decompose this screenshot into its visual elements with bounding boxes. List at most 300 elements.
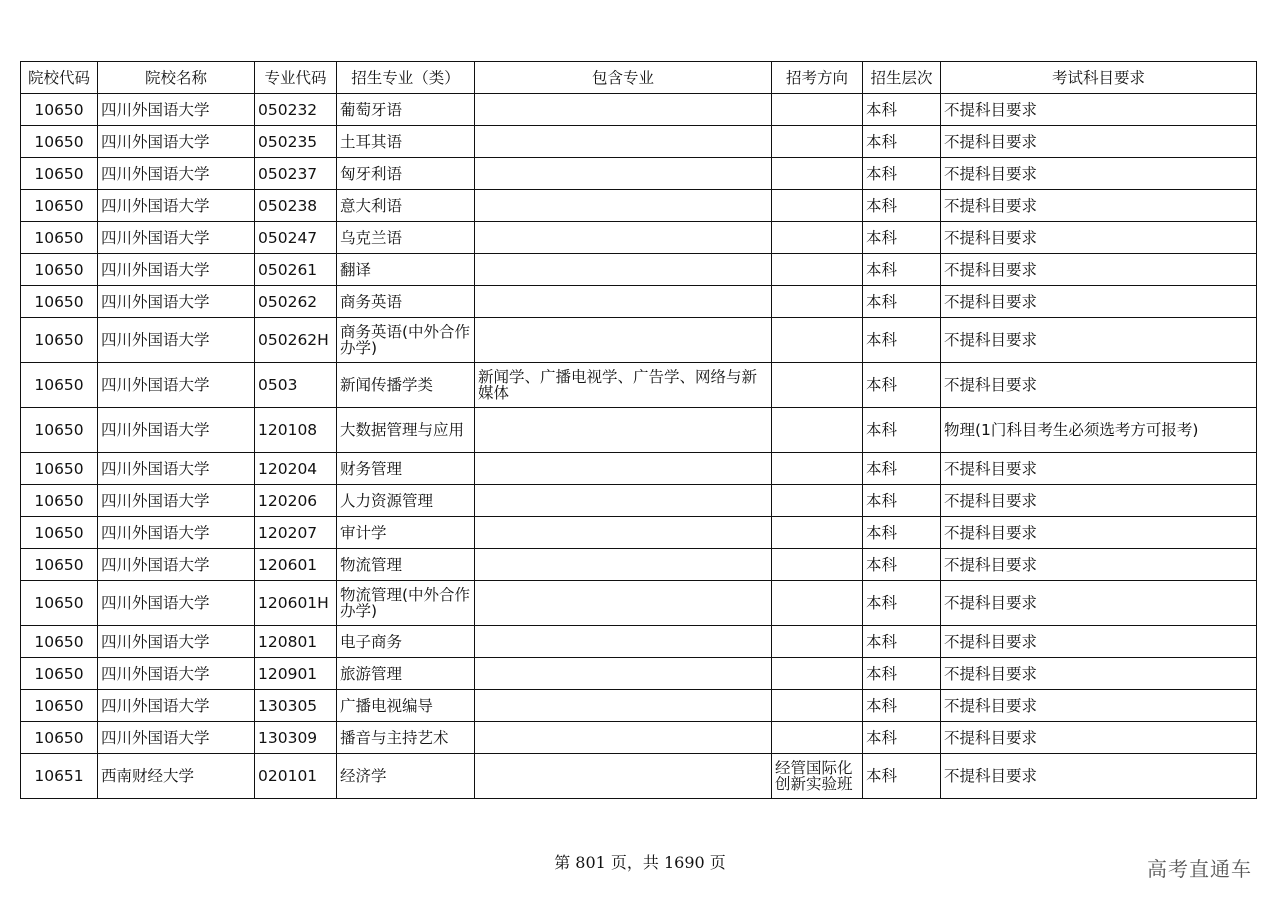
cell-requirement-text: 不提科目要求 xyxy=(944,292,1038,311)
cell-major-code xyxy=(255,318,337,363)
table-row xyxy=(21,254,1257,286)
cell-major-text: 广播电视编导 xyxy=(340,696,434,715)
cell-major xyxy=(337,690,475,722)
table-row xyxy=(21,126,1257,158)
cell-direction xyxy=(772,94,863,126)
cell-included-majors xyxy=(475,254,772,286)
cell-school-code xyxy=(21,158,98,190)
cell-school-name xyxy=(98,318,255,363)
header-school-name: 院校名称 xyxy=(98,62,255,94)
cell-school-name-text: 四川外国语大学 xyxy=(101,331,210,349)
cell-major xyxy=(337,286,475,318)
cell-requirement-text: 不提科目要求 xyxy=(944,164,1038,183)
cell-major-code xyxy=(255,453,337,485)
cell-major xyxy=(337,94,475,126)
cell-major xyxy=(337,626,475,658)
cell-level-text: 本科 xyxy=(866,376,898,394)
cell-school-name xyxy=(98,517,255,549)
cell-school-name xyxy=(98,485,255,517)
cell-major-code-text: 0503 xyxy=(258,376,298,394)
cell-major-code-text: 050262 xyxy=(258,292,318,311)
cell-school-name xyxy=(98,581,255,626)
cell-included-majors-text: 新闻学、广播电视学、广告学、网络与新媒体 xyxy=(478,368,758,402)
cell-major xyxy=(337,754,475,799)
cell-major-code-text: 050238 xyxy=(258,196,318,215)
cell-included-majors xyxy=(475,722,772,754)
cell-school-name-text: 四川外国语大学 xyxy=(101,555,210,574)
cell-major xyxy=(337,222,475,254)
cell-major-code xyxy=(255,254,337,286)
cell-requirement-text: 不提科目要求 xyxy=(944,491,1038,510)
cell-school-code xyxy=(21,363,98,408)
cell-school-name-text: 西南财经大学 xyxy=(101,767,195,785)
cell-direction xyxy=(772,754,863,799)
cell-school-code-text: 10651 xyxy=(34,767,84,785)
cell-school-name xyxy=(98,754,255,799)
cell-major-text: 经济学 xyxy=(340,767,387,785)
cell-level xyxy=(863,158,941,190)
cell-requirement xyxy=(941,690,1257,722)
cell-school-name-text: 四川外国语大学 xyxy=(101,491,210,510)
cell-major-text: 人力资源管理 xyxy=(340,491,434,510)
cell-direction xyxy=(772,222,863,254)
cell-requirement-text: 不提科目要求 xyxy=(944,376,1038,394)
cell-direction xyxy=(772,549,863,581)
cell-requirement xyxy=(941,581,1257,626)
cell-direction xyxy=(772,485,863,517)
cell-school-name-text: 四川外国语大学 xyxy=(101,594,210,612)
cell-included-majors xyxy=(475,754,772,799)
cell-school-code xyxy=(21,754,98,799)
cell-level xyxy=(863,658,941,690)
cell-major-text: 播音与主持艺术 xyxy=(340,728,449,747)
cell-major-text: 新闻传播学类 xyxy=(340,376,434,394)
cell-school-name-text: 四川外国语大学 xyxy=(101,728,210,747)
cell-school-name xyxy=(98,286,255,318)
cell-included-majors xyxy=(475,408,772,453)
cell-major-code-text: 050232 xyxy=(258,100,318,119)
cell-included-majors xyxy=(475,190,772,222)
cell-school-code xyxy=(21,190,98,222)
cell-requirement xyxy=(941,286,1257,318)
header-level: 招生层次 xyxy=(863,62,941,94)
cell-school-code xyxy=(21,517,98,549)
cell-requirement xyxy=(941,408,1257,453)
cell-requirement-text: 不提科目要求 xyxy=(944,100,1038,119)
cell-school-name xyxy=(98,408,255,453)
cell-major-code xyxy=(255,408,337,453)
cell-requirement xyxy=(941,754,1257,799)
cell-requirement xyxy=(941,658,1257,690)
cell-direction xyxy=(772,517,863,549)
cell-level xyxy=(863,94,941,126)
cell-school-code xyxy=(21,485,98,517)
cell-major-code-text: 120601H xyxy=(258,594,329,612)
admissions-table xyxy=(20,61,1257,799)
cell-included-majors xyxy=(475,549,772,581)
cell-included-majors xyxy=(475,126,772,158)
cell-requirement xyxy=(941,158,1257,190)
cell-requirement xyxy=(941,453,1257,485)
cell-major-text: 财务管理 xyxy=(340,459,403,478)
cell-school-code-text: 10650 xyxy=(34,196,84,215)
table-row xyxy=(21,517,1257,549)
cell-major-text: 大数据管理与应用 xyxy=(340,421,465,439)
cell-direction-text: 经管国际化创新实验班 xyxy=(775,759,853,793)
cell-level-text: 本科 xyxy=(866,632,898,651)
cell-school-name xyxy=(98,453,255,485)
cell-direction xyxy=(772,626,863,658)
table-row xyxy=(21,754,1257,799)
cell-direction xyxy=(772,126,863,158)
cell-school-code-text: 10650 xyxy=(34,292,84,311)
cell-major-code-text: 050261 xyxy=(258,260,318,279)
cell-major-code xyxy=(255,190,337,222)
cell-school-code-text: 10650 xyxy=(34,331,84,349)
cell-major-text: 葡萄牙语 xyxy=(340,100,403,119)
cell-school-code xyxy=(21,318,98,363)
cell-school-code xyxy=(21,453,98,485)
page-number: 第 801 页，共 1690 页 xyxy=(554,853,726,872)
cell-level xyxy=(863,453,941,485)
cell-major-code-text: 050262H xyxy=(258,331,329,349)
cell-requirement xyxy=(941,318,1257,363)
cell-major-code xyxy=(255,222,337,254)
cell-major-text: 意大利语 xyxy=(340,196,403,215)
cell-school-code xyxy=(21,581,98,626)
cell-major xyxy=(337,581,475,626)
cell-major-code-text: 120204 xyxy=(258,459,318,478)
cell-requirement-text: 不提科目要求 xyxy=(944,331,1038,349)
cell-level xyxy=(863,581,941,626)
cell-major-code xyxy=(255,363,337,408)
cell-included-majors xyxy=(475,517,772,549)
cell-school-name-text: 四川外国语大学 xyxy=(101,459,210,478)
cell-direction xyxy=(772,581,863,626)
cell-requirement xyxy=(941,722,1257,754)
cell-level-text: 本科 xyxy=(866,594,898,612)
cell-major xyxy=(337,485,475,517)
cell-included-majors xyxy=(475,318,772,363)
cell-school-code-text: 10650 xyxy=(34,132,84,151)
cell-level xyxy=(863,626,941,658)
cell-school-code xyxy=(21,690,98,722)
table-row xyxy=(21,581,1257,626)
cell-level xyxy=(863,126,941,158)
cell-major-code xyxy=(255,126,337,158)
cell-requirement-text: 不提科目要求 xyxy=(944,728,1038,747)
cell-requirement-text: 不提科目要求 xyxy=(944,459,1038,478)
cell-school-code xyxy=(21,722,98,754)
cell-school-name-text: 四川外国语大学 xyxy=(101,632,210,651)
cell-major-text: 商务英语(中外合作办学) xyxy=(340,323,471,357)
cell-major xyxy=(337,517,475,549)
cell-level xyxy=(863,408,941,453)
cell-requirement xyxy=(941,517,1257,549)
cell-level xyxy=(863,190,941,222)
cell-major-code xyxy=(255,690,337,722)
cell-school-name xyxy=(98,94,255,126)
cell-major-code-text: 130309 xyxy=(258,728,318,747)
table-body xyxy=(21,94,1257,799)
cell-major-text: 乌克兰语 xyxy=(340,228,403,247)
cell-major-code xyxy=(255,94,337,126)
cell-school-code-text: 10650 xyxy=(34,696,84,715)
cell-included-majors xyxy=(475,626,772,658)
cell-school-name-text: 四川外国语大学 xyxy=(101,164,210,183)
cell-requirement-text: 物理(1门科目考生必须选考方可报考) xyxy=(944,421,1199,439)
cell-school-code-text: 10650 xyxy=(34,421,84,439)
cell-major-code-text: 120206 xyxy=(258,491,318,510)
cell-school-code-text: 10650 xyxy=(34,228,84,247)
cell-direction xyxy=(772,658,863,690)
cell-major-code xyxy=(255,517,337,549)
cell-level-text: 本科 xyxy=(866,728,898,747)
cell-major xyxy=(337,453,475,485)
cell-school-name xyxy=(98,222,255,254)
cell-included-majors xyxy=(475,286,772,318)
table-row xyxy=(21,626,1257,658)
cell-level xyxy=(863,286,941,318)
header-direction: 招考方向 xyxy=(772,62,863,94)
cell-requirement-text: 不提科目要求 xyxy=(944,632,1038,651)
cell-requirement xyxy=(941,254,1257,286)
cell-major xyxy=(337,722,475,754)
cell-requirement xyxy=(941,190,1257,222)
cell-major-code-text: 050237 xyxy=(258,164,318,183)
cell-major-code-text: 120801 xyxy=(258,632,318,651)
cell-included-majors xyxy=(475,222,772,254)
cell-major-code-text: 120207 xyxy=(258,523,318,542)
cell-direction xyxy=(772,286,863,318)
cell-level-text: 本科 xyxy=(866,696,898,715)
cell-major-text: 土耳其语 xyxy=(340,132,403,151)
cell-school-code xyxy=(21,549,98,581)
cell-requirement xyxy=(941,126,1257,158)
cell-school-code-text: 10650 xyxy=(34,594,84,612)
table-row xyxy=(21,222,1257,254)
cell-requirement-text: 不提科目要求 xyxy=(944,696,1038,715)
cell-requirement-text: 不提科目要求 xyxy=(944,260,1038,279)
cell-school-code-text: 10650 xyxy=(34,664,84,683)
table-row xyxy=(21,363,1257,408)
cell-major-code xyxy=(255,158,337,190)
cell-major-code-text: 050247 xyxy=(258,228,318,247)
cell-major xyxy=(337,549,475,581)
cell-level-text: 本科 xyxy=(866,196,898,215)
cell-school-code-text: 10650 xyxy=(34,459,84,478)
cell-school-code-text: 10650 xyxy=(34,555,84,574)
cell-requirement-text: 不提科目要求 xyxy=(944,594,1038,612)
cell-level xyxy=(863,363,941,408)
cell-level-text: 本科 xyxy=(866,459,898,478)
cell-school-name-text: 四川外国语大学 xyxy=(101,696,210,715)
cell-school-code xyxy=(21,286,98,318)
cell-level-text: 本科 xyxy=(866,664,898,683)
cell-school-name-text: 四川外国语大学 xyxy=(101,421,210,439)
cell-school-name-text: 四川外国语大学 xyxy=(101,664,210,683)
cell-level xyxy=(863,517,941,549)
cell-level xyxy=(863,690,941,722)
cell-major-text: 匈牙利语 xyxy=(340,164,403,183)
cell-direction xyxy=(772,408,863,453)
cell-school-name-text: 四川外国语大学 xyxy=(101,100,210,119)
cell-school-code-text: 10650 xyxy=(34,523,84,542)
cell-major-code xyxy=(255,722,337,754)
cell-requirement-text: 不提科目要求 xyxy=(944,555,1038,574)
table-row xyxy=(21,658,1257,690)
cell-level-text: 本科 xyxy=(866,100,898,119)
cell-included-majors xyxy=(475,94,772,126)
cell-major-code-text: 050235 xyxy=(258,132,318,151)
cell-major-code xyxy=(255,549,337,581)
cell-school-code xyxy=(21,658,98,690)
cell-major xyxy=(337,408,475,453)
table-row xyxy=(21,453,1257,485)
cell-requirement xyxy=(941,626,1257,658)
cell-major-code xyxy=(255,286,337,318)
cell-major-code xyxy=(255,581,337,626)
cell-included-majors xyxy=(475,658,772,690)
cell-direction xyxy=(772,254,863,286)
table-row xyxy=(21,94,1257,126)
cell-major-code-text: 120901 xyxy=(258,664,318,683)
cell-major xyxy=(337,318,475,363)
cell-major-code xyxy=(255,626,337,658)
cell-school-code xyxy=(21,626,98,658)
cell-school-code xyxy=(21,408,98,453)
cell-level xyxy=(863,318,941,363)
table-row xyxy=(21,690,1257,722)
cell-major-text: 电子商务 xyxy=(340,632,403,651)
header-school-code: 院校代码 xyxy=(21,62,98,94)
cell-major-code-text: 130305 xyxy=(258,696,318,715)
cell-major-text: 物流管理 xyxy=(340,555,403,574)
cell-level-text: 本科 xyxy=(866,228,898,247)
cell-level xyxy=(863,254,941,286)
cell-level-text: 本科 xyxy=(866,767,898,785)
cell-requirement-text: 不提科目要求 xyxy=(944,767,1038,785)
cell-level-text: 本科 xyxy=(866,164,898,183)
cell-school-name xyxy=(98,549,255,581)
cell-school-name xyxy=(98,658,255,690)
cell-direction xyxy=(772,318,863,363)
cell-direction xyxy=(772,363,863,408)
cell-level-text: 本科 xyxy=(866,491,898,510)
cell-school-name xyxy=(98,363,255,408)
cell-major-text: 旅游管理 xyxy=(340,664,403,683)
cell-requirement xyxy=(941,485,1257,517)
cell-major-code xyxy=(255,658,337,690)
cell-requirement xyxy=(941,549,1257,581)
cell-requirement xyxy=(941,363,1257,408)
cell-requirement-text: 不提科目要求 xyxy=(944,523,1038,542)
cell-school-code-text: 10650 xyxy=(34,632,84,651)
table-row xyxy=(21,190,1257,222)
cell-major xyxy=(337,126,475,158)
cell-level-text: 本科 xyxy=(866,555,898,574)
cell-school-code xyxy=(21,126,98,158)
cell-level xyxy=(863,754,941,799)
cell-requirement xyxy=(941,94,1257,126)
cell-school-name xyxy=(98,254,255,286)
cell-included-majors xyxy=(475,690,772,722)
table-row xyxy=(21,318,1257,363)
cell-school-name-text: 四川外国语大学 xyxy=(101,292,210,311)
cell-school-code-text: 10650 xyxy=(34,260,84,279)
cell-major-code xyxy=(255,485,337,517)
cell-major-code-text: 020101 xyxy=(258,767,318,785)
header-included-majors: 包含专业 xyxy=(475,62,772,94)
cell-school-code-text: 10650 xyxy=(34,100,84,119)
cell-school-name-text: 四川外国语大学 xyxy=(101,132,210,151)
cell-school-code xyxy=(21,94,98,126)
cell-school-name xyxy=(98,690,255,722)
cell-level-text: 本科 xyxy=(866,421,898,439)
cell-major xyxy=(337,254,475,286)
cell-requirement-text: 不提科目要求 xyxy=(944,664,1038,683)
cell-school-code-text: 10650 xyxy=(34,164,84,183)
cell-school-name xyxy=(98,190,255,222)
cell-school-name-text: 四川外国语大学 xyxy=(101,523,210,542)
watermark-text: 高考直通车 xyxy=(1147,857,1252,881)
cell-major-text: 商务英语 xyxy=(340,292,403,311)
cell-major xyxy=(337,363,475,408)
cell-direction xyxy=(772,722,863,754)
cell-school-name xyxy=(98,158,255,190)
cell-direction xyxy=(772,690,863,722)
cell-included-majors xyxy=(475,453,772,485)
cell-requirement xyxy=(941,222,1257,254)
cell-major-text: 物流管理(中外合作办学) xyxy=(340,586,471,620)
cell-major-text: 翻译 xyxy=(340,260,372,279)
table-row xyxy=(21,485,1257,517)
cell-level xyxy=(863,549,941,581)
cell-school-name-text: 四川外国语大学 xyxy=(101,260,210,279)
cell-major xyxy=(337,658,475,690)
cell-major xyxy=(337,190,475,222)
cell-school-code-text: 10650 xyxy=(34,728,84,747)
cell-direction xyxy=(772,453,863,485)
cell-major-code-text: 120601 xyxy=(258,555,318,574)
cell-major-code xyxy=(255,754,337,799)
cell-major-text: 审计学 xyxy=(340,523,387,542)
table-row xyxy=(21,408,1257,453)
cell-school-name xyxy=(98,626,255,658)
cell-level-text: 本科 xyxy=(866,260,898,279)
cell-school-code xyxy=(21,222,98,254)
cell-requirement-text: 不提科目要求 xyxy=(944,228,1038,247)
header-requirement: 考试科目要求 xyxy=(941,62,1257,94)
cell-school-code-text: 10650 xyxy=(34,491,84,510)
cell-school-name xyxy=(98,126,255,158)
cell-included-majors xyxy=(475,485,772,517)
cell-level-text: 本科 xyxy=(866,132,898,151)
cell-school-code-text: 10650 xyxy=(34,376,84,394)
cell-direction xyxy=(772,158,863,190)
header-major-code: 专业代码 xyxy=(255,62,337,94)
cell-level-text: 本科 xyxy=(866,331,898,349)
table-row xyxy=(21,158,1257,190)
cell-major xyxy=(337,158,475,190)
cell-school-code xyxy=(21,254,98,286)
cell-requirement-text: 不提科目要求 xyxy=(944,132,1038,151)
table-row xyxy=(21,549,1257,581)
cell-school-name-text: 四川外国语大学 xyxy=(101,196,210,215)
cell-direction xyxy=(772,190,863,222)
cell-requirement-text: 不提科目要求 xyxy=(944,196,1038,215)
table-row xyxy=(21,722,1257,754)
